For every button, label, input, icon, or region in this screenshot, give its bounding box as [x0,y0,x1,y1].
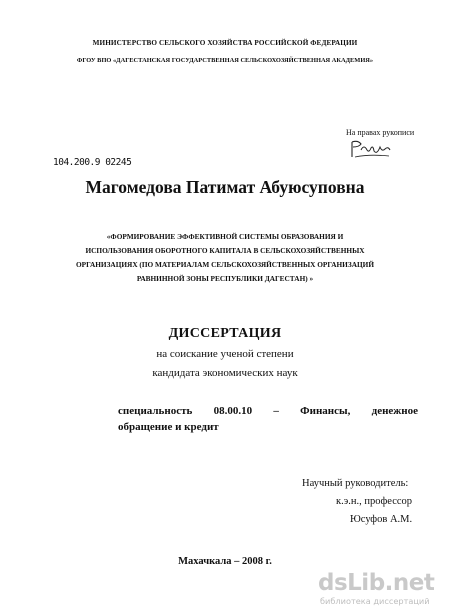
thesis-title-line: ИСПОЛЬЗОВАНИЯ ОБОРОТНОГО КАПИТАЛА В СЕЛЬСКОХОЗЯЙСТВЕННЫХ [85,246,365,255]
degree-line: на соискание ученой степени [156,348,294,360]
specialty-word: денежное [371,405,418,417]
thesis-title-line: РАВНИННОЙ ЗОНЫ РЕСПУБЛИКИ ДАГЕСТАН) » [136,274,314,283]
watermark-logo-part: dsLib [318,570,385,596]
specialty-dash: – [273,405,279,417]
supervisor-name: Юсуфов А.М. [350,514,413,525]
academy-heading: ФГОУ ВПО «ДАГЕСТАНСКАЯ ГОСУДАРСТВЕННАЯ СЕЛЬСКОХОЗЯЙСТВЕННАЯ АКАДЕМИЯ» [76,57,374,64]
degree-line: кандидата экономических наук [152,367,298,379]
document-type-heading: ДИССЕРТАЦИЯ [168,326,282,341]
specialty-word: Финансы, [300,405,351,417]
specialty-line-continued: обращение и кредит [118,421,219,433]
supervisor-rank: к.э.н., профессор [336,496,413,507]
manuscript-rights-label: На правах рукописи [346,128,415,137]
thesis-title-line: ОРГАНИЗАЦИЯХ (ПО МАТЕРИАЛАМ СЕЛЬСКОХОЗЯЙСТВЕННЫХ ОРГАНИЗАЦИЙ [75,260,375,269]
specialty-word: специальность [118,405,193,417]
ministry-heading: МИНИСТЕРСТВО СЕЛЬСКОГО ХОЗЯЙСТВА РОССИЙСКОЙ ФЕДЕРАЦИИ [92,39,358,47]
city-year: Махачкала – 2008 г. [178,556,272,567]
library-watermark-logo: dsLib.net библиотека диссертаций [318,570,435,606]
watermark-tagline: библиотека диссертаций [320,596,430,606]
specialty-code: 08.00.10 [213,405,253,417]
thesis-title-line: «ФОРМИРОВАНИЕ ЭФФЕКТИВНОЙ СИСТЕМЫ ОБРАЗОВАНИЯ И [106,232,344,241]
handwritten-signature [349,138,393,160]
supervisor-label: Научный руководитель: [302,478,409,489]
specialty-line [118,405,418,417]
watermark-logo-part: net [392,570,435,596]
archive-number: 104.200.9 02245 [53,157,132,168]
author-name: Магомедова Патимат Абуюсуповна [85,177,365,197]
